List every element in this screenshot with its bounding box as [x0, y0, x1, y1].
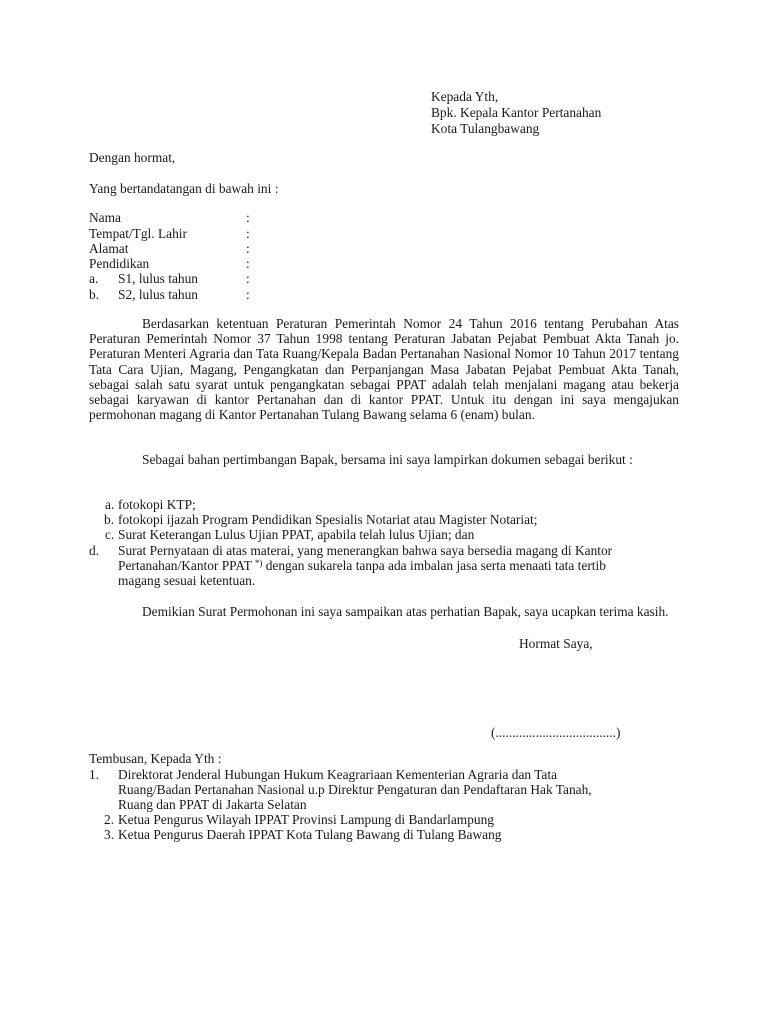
education-label-s1: S1, lulus tahun: [118, 271, 198, 286]
list-item-d-text: Pertanahan/Kantor PPAT: [118, 558, 255, 573]
field-label-alamat: Alamat: [89, 241, 129, 256]
education-marker: b.: [89, 287, 100, 302]
intro-text: Yang bertandatangan di bawah ini :: [89, 181, 279, 196]
closing-paragraph: Demikian Surat Permohonan ini saya sampaikan atas perhatian Bapak, saya ucapkan terima kasih.: [142, 604, 669, 619]
signature-placeholder: (....................................): [491, 725, 621, 740]
cc-marker: 3.: [104, 827, 115, 842]
cc-marker: 1.: [89, 767, 100, 782]
education-marker: a.: [89, 271, 99, 286]
cc-item-1-line-3: Ruang dan PPAT di Jakarta Selatan: [118, 797, 307, 812]
list-item-d-line-1: Surat Pernyataan di atas materai, yang menerangkan bahwa saya bersedia magang di Kantor: [118, 543, 613, 558]
field-label-birth: Tempat/Tgl. Lahir: [89, 226, 187, 241]
field-colon: :: [246, 256, 250, 271]
cc-title: Tembusan, Kepada Yth :: [89, 751, 222, 766]
list-item-d-line-2: [118, 558, 606, 573]
recipient-line-2: Bpk. Kepala Kantor Pertanahan: [431, 105, 602, 120]
list-marker: c.: [105, 527, 115, 542]
list-marker: a.: [105, 497, 115, 512]
list-item: fotokopi KTP;: [118, 497, 196, 512]
field-label-nama: Nama: [89, 210, 121, 225]
field-colon: :: [246, 271, 250, 286]
list-marker: d.: [89, 543, 100, 558]
cc-item-2: Ketua Pengurus Wilayah IPPAT Provinsi Lampung di Bandarlampung: [118, 812, 494, 827]
field-colon: :: [246, 287, 250, 302]
cc-item-1-line-1: Direktorat Jenderal Hubungan Hukum Keagrariaan Kementerian Agraria dan Tata: [118, 767, 558, 782]
field-colon: :: [246, 226, 250, 241]
cc-item-3: Ketua Pengurus Daerah IPPAT Kota Tulang Bawang di Tulang Bawang: [118, 827, 502, 842]
field-label-pendidikan: Pendidikan: [89, 256, 150, 271]
footnote-mark: *): [254, 558, 263, 568]
greeting: Dengan hormat,: [89, 150, 176, 165]
cc-marker: 2.: [104, 812, 115, 827]
signoff: Hormat Saya,: [519, 636, 593, 651]
body-paragraph-1: Berdasarkan ketentuan Peraturan Pemerintah Nomor 24 Tahun 2016 tentang Perubahan Atas Peraturan Pemerintah Nomor 37 Tahun 1998 tentang Peraturan Jabatan Pejabat Pembuat Akta Tanah jo. Peraturan Menteri Agraria dan Tata Ruang/Kepala Badan Pertanahan Nasional Nomor 10 Tahun 2017 tentang Tata Cara Ujian, Magang, Pengangkatan dan Perpanjangan Masa Jabatan Pejabat Pembuat Akta Tanah, sebagai salah satu syarat untuk pengangkatan sebagai PPAT adalah telah menjalani magang atau bekerja sebagai karyawan di kantor Pertanahan dan di kantor PPAT. Untuk itu dengan ini saya mengajukan permohonan magang di Kantor Pertanahan Tulang Bawang selama 6 (enam) bulan.: [89, 316, 679, 423]
list-marker: b.: [104, 512, 115, 527]
list-item: fotokopi ijazah Program Pendidikan Spesialis Notariat atau Magister Notariat;: [118, 512, 538, 527]
body-paragraph-2: Sebagai bahan pertimbangan Bapak, bersama ini saya lampirkan dokumen sebagai berikut :: [142, 452, 633, 467]
education-label-s2: S2, lulus tahun: [118, 287, 198, 302]
field-colon: :: [246, 241, 250, 256]
recipient-line-1: Kepada Yth,: [431, 89, 499, 104]
list-item-d-text: dengan sukarela tanpa ada imbalan jasa serta menaati tata tertib: [262, 558, 606, 573]
recipient-line-3: Kota Tulangbawang: [431, 121, 540, 136]
cc-item-1-line-2: Ruang/Badan Pertanahan Nasional u.p Direktur Pengaturan dan Pendaftaran Hak Tanah,: [118, 782, 592, 797]
list-item-d-line-3: magang sesuai ketentuan.: [118, 573, 256, 588]
list-item: Surat Keterangan Lulus Ujian PPAT, apabila telah lulus Ujian; dan: [118, 527, 475, 542]
field-colon: :: [246, 210, 250, 225]
